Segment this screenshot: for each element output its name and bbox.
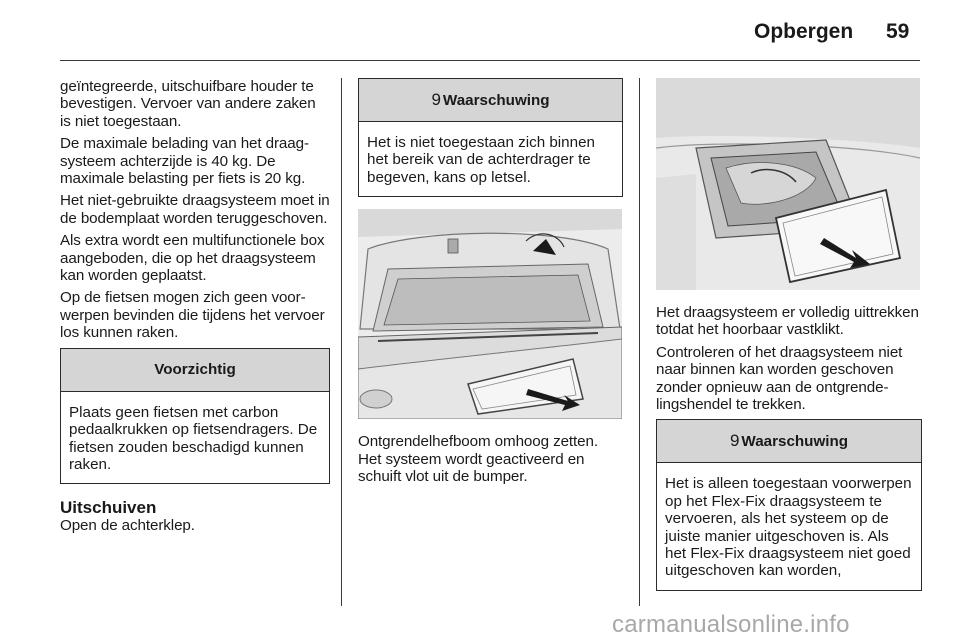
warning-box bbox=[656, 419, 922, 590]
watermark: carmanualsonline.info bbox=[612, 611, 850, 638]
warning-icon: 9 bbox=[729, 431, 740, 451]
warning-title: Waarschuwing bbox=[442, 91, 550, 109]
figure-release-lever bbox=[358, 209, 622, 419]
section-heading: Uitschuiven bbox=[60, 498, 157, 518]
caution-title: Voorzichtig bbox=[61, 349, 329, 392]
paragraph: Het niet-gebruikte draagsysteem moet in de bodemplaat worden teruggeschoven. bbox=[60, 192, 330, 227]
paragraph: De maximale belading van het draagsysteem achterzijde is 40 kg. De maximale belasting per fiets is 20 kg. bbox=[60, 135, 310, 188]
warning-box bbox=[358, 78, 623, 197]
column-right bbox=[656, 78, 922, 605]
warning-title: Waarschuwing bbox=[741, 432, 849, 450]
paragraph: Op de fietsen mogen zich geen voorwerpen bevinden die tijdens het vervoer los kunnen raken. bbox=[60, 289, 325, 342]
paragraph: Het draagsysteem er volledig uittrekken totdat het hoorbaar vastklikt. bbox=[656, 304, 919, 339]
warning-text: Het is niet toegestaan zich binnen het bereik van de achterdrager te begeven, kans op letsel. bbox=[367, 134, 595, 186]
paragraph: Controleren of het draagsysteem niet naar binnen kan worden geschoven zonder opnieuw aan de ontgrendelingshendel te trekken. bbox=[656, 343, 903, 414]
page-title: Opbergen bbox=[754, 20, 854, 43]
column-divider bbox=[341, 78, 342, 606]
column-divider bbox=[639, 78, 640, 606]
header-rule bbox=[60, 60, 920, 61]
column-middle bbox=[358, 78, 623, 490]
figure-carrier-extended bbox=[656, 78, 920, 290]
figure-caption: Ontgrendelhefboom omhoog zetten. Het systeem wordt geactiveerd en schuift vlot uit de bumper. bbox=[358, 433, 598, 486]
paragraph: Als extra wordt een multifunctionele box aangeboden, die op het draagsysteem kan worden geplaatst. bbox=[60, 232, 325, 285]
paragraph: Open de achterklep. bbox=[60, 517, 195, 535]
column-left bbox=[60, 78, 330, 540]
warning-icon: 9 bbox=[431, 90, 441, 109]
page-number: 59 bbox=[886, 20, 910, 43]
warning-header bbox=[359, 79, 622, 122]
warning-header bbox=[657, 420, 921, 463]
warning-text: Het is alleen toegestaan voorwerpen op het Flex-Fix draagsysteem te vervoeren, als het systeem op de juiste manier uitgeschoven is. Als het Flex-Fix draagsysteem niet goed uitgeschoven kan worden, bbox=[665, 475, 912, 580]
caution-text: Plaats geen fietsen met carbon pedaalkrukken op fietsendragers. De fietsen zouden beschadigd kunnen raken. bbox=[69, 403, 318, 473]
page-header bbox=[0, 0, 960, 60]
caution-box bbox=[60, 348, 330, 485]
paragraph: geïntegreerde, uitschuifbare houder te bevestigen. Vervoer van andere zaken is niet toegestaan. bbox=[60, 78, 316, 130]
